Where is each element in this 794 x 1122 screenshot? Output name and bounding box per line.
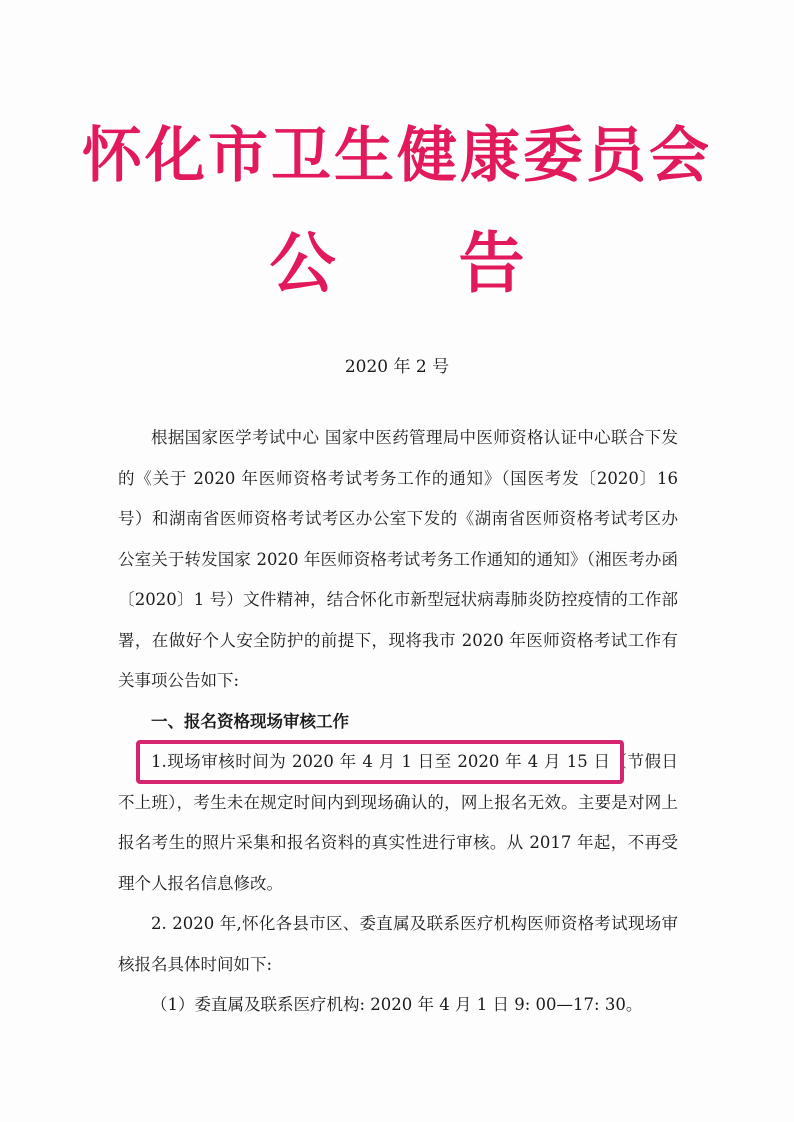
document-body <box>118 418 678 1026</box>
document-number: 2020 年 2 号 <box>344 357 450 377</box>
item-1-paragraph: 1.现场审核时间为 2020 年 4 月 1 日至 2020 年 4 月 15 日（节假日不上班），考生未在规定时间内到现场确认的，网上报名无效。主要是对网上报名考生的照片采集和报名资料的真实性进行审核。从 2017 年起，不再受理个人报名信息修改。 <box>118 752 678 893</box>
organization-title: 怀化市卫生健康委员会 <box>82 121 712 191</box>
item-2-paragraph: 2. 2020 年,怀化各县市区、委直属及联系医疗机构医师资格考试现场审核报名具体时间如下: <box>118 914 678 974</box>
document-type-title: 公 告 <box>269 224 575 302</box>
item-2-1-paragraph: （1）委直属及联系医疗机构: 2020 年 4 月 1 日 9: 00—17: 30。 <box>151 995 643 1014</box>
section-heading: 一、报名资格现场审核工作 <box>151 711 349 731</box>
intro-paragraph: 根据国家医学考试中心 国家中医药管理局中医师资格认证中心联合下发的《关于 2020 年医师资格考试考务工作的通知》（国医考发〔2020〕16 号）和湖南省医师资格考试考区办公室下发的《湖南省医师资格考试考区办公室关于转发国家 2020 年医师资格考试考务工作通知的通知》（湘医考办函〔2020〕1 号）文件精神，结合怀化市新型冠状病毒肺炎防控疫情的工作部署，在做好个人安全防护的前提下，现将我市 2020 年医师资格考试工作有关事项公告如下: <box>118 428 678 690</box>
